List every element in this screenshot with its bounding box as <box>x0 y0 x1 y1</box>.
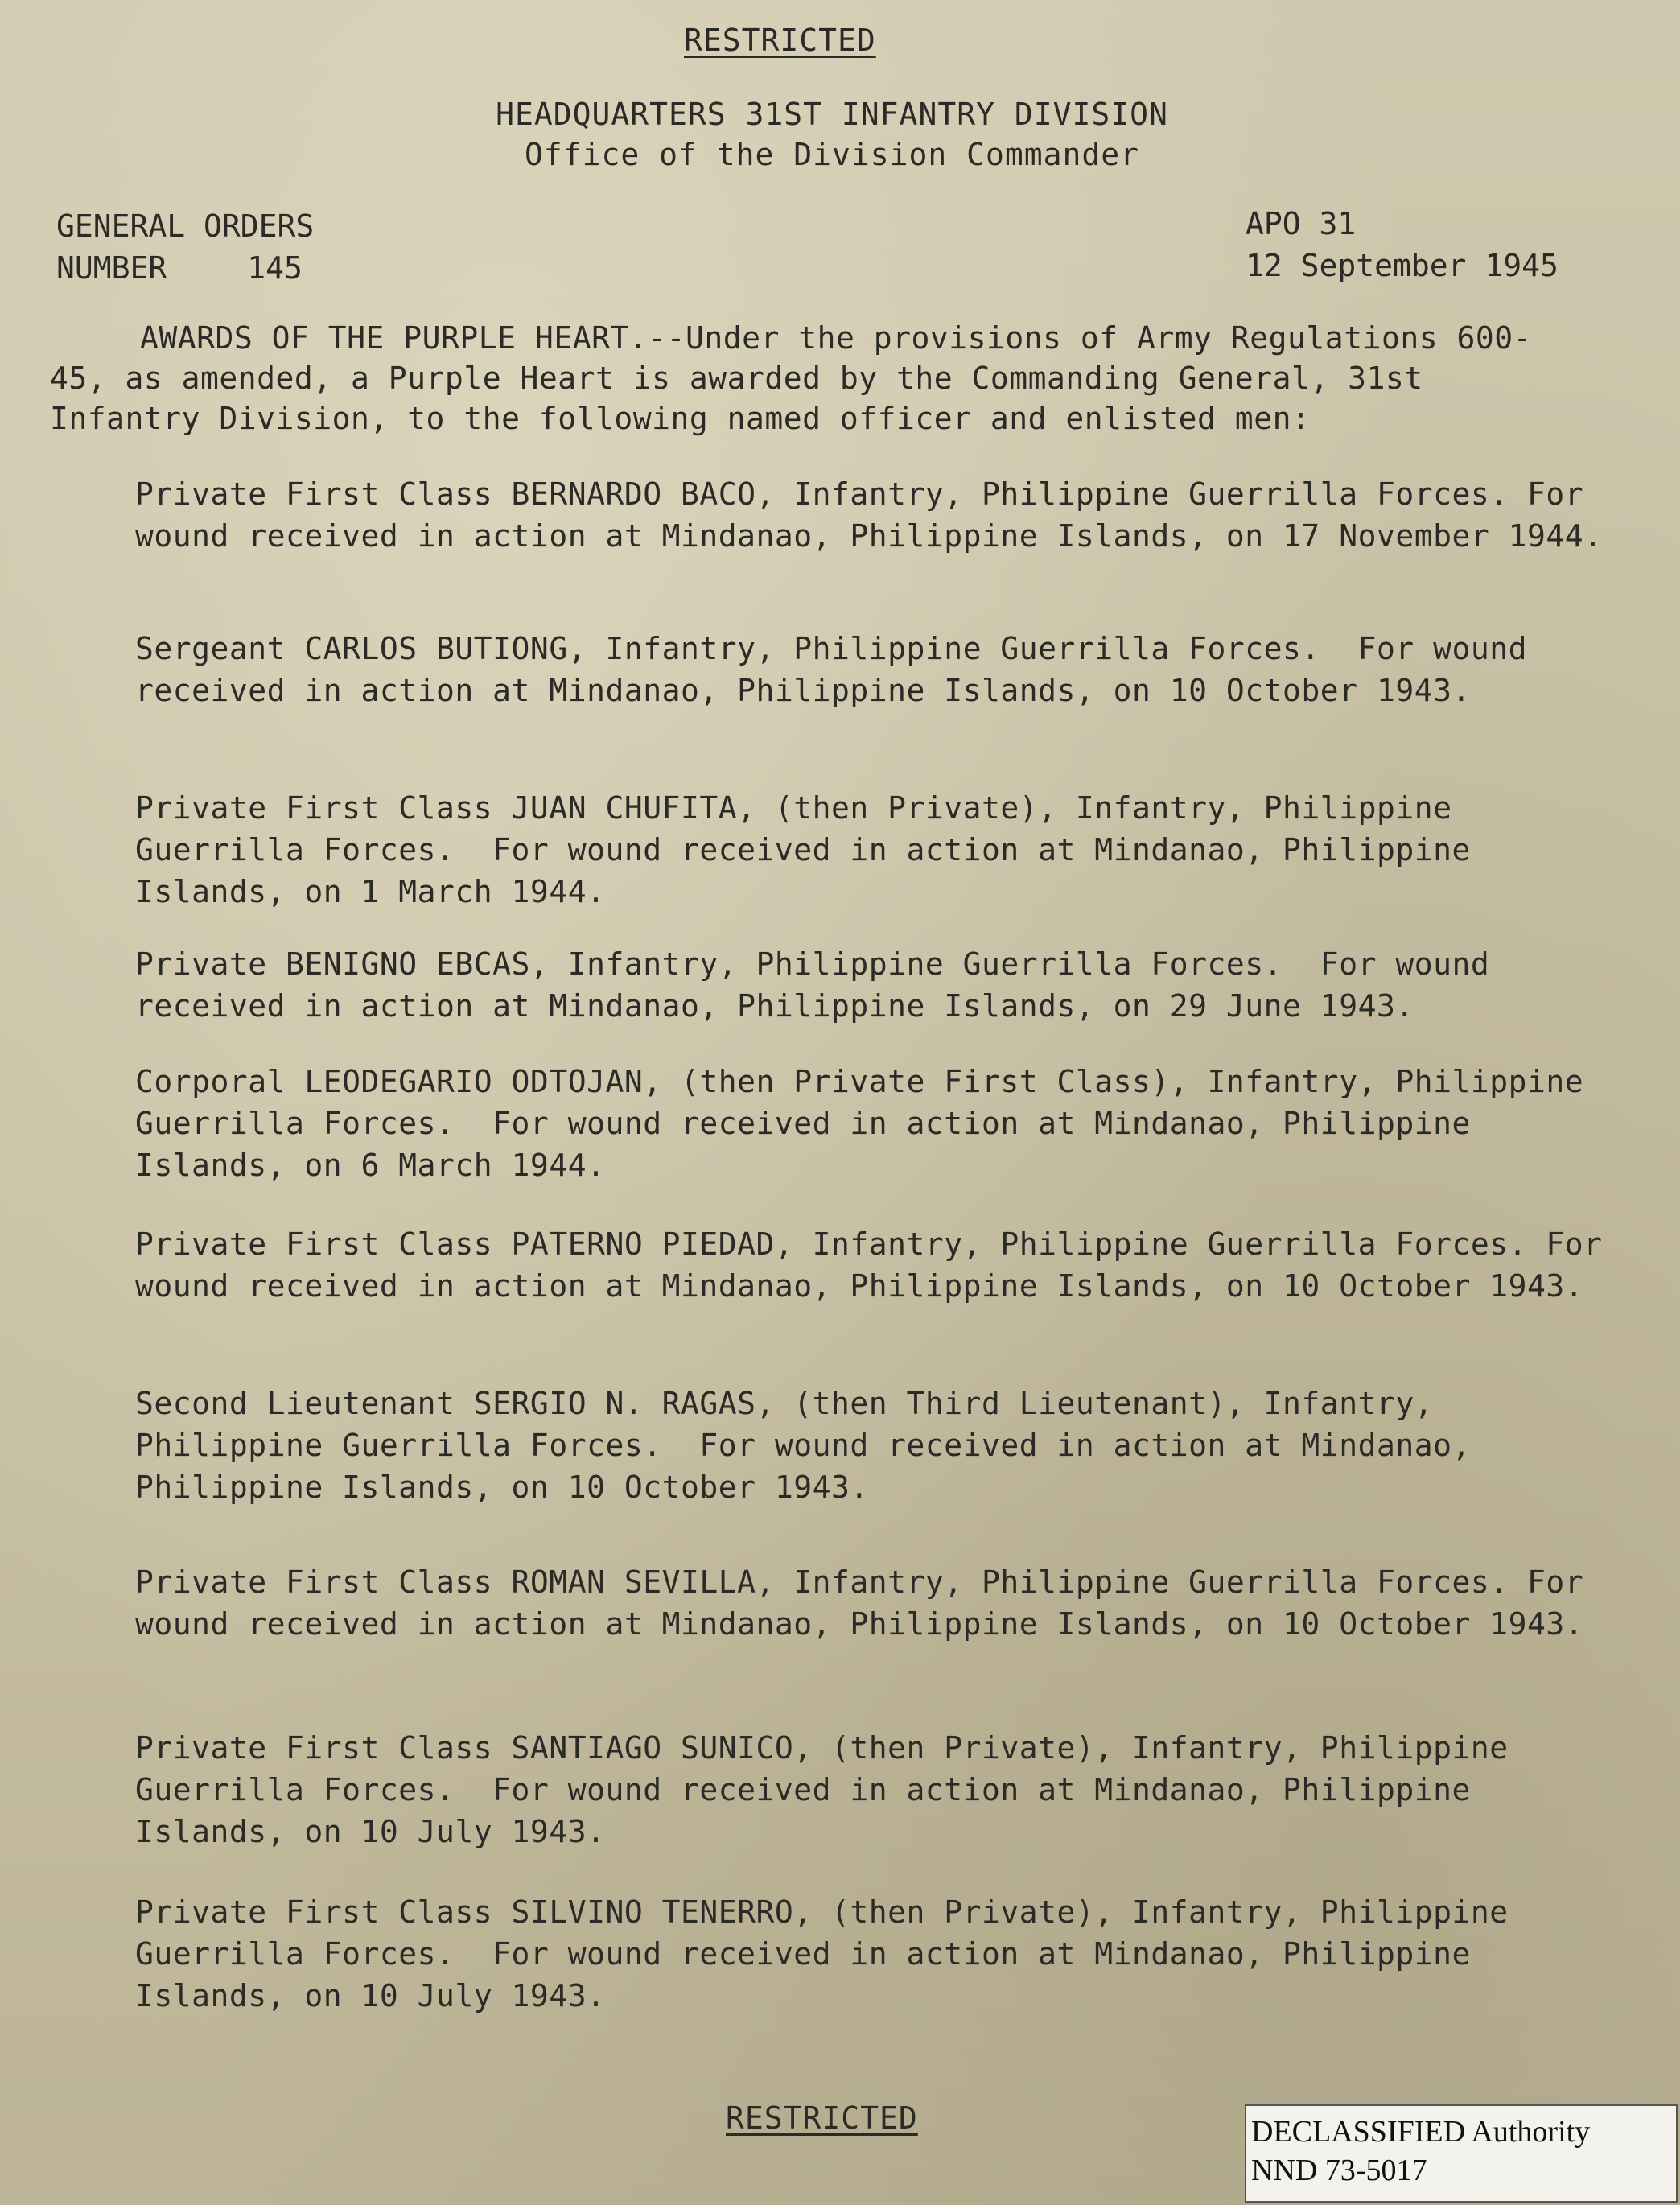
award-paragraph: Private First Class ROMAN SEVILLA, Infantry, Philippine Guerrilla Forces. For wound received in action at Mindanao, Philippine Islands, on 10 October 1943. <box>135 1564 1603 1642</box>
stamp-authority: DECLASSIFIED Authority <box>1251 2115 1591 2149</box>
general-orders-label: GENERAL ORDERS <box>56 208 315 244</box>
classification-bottom: RESTRICTED <box>726 2100 918 2136</box>
award-paragraph: Private First Class SILVINO TENERRO, (then Private), Infantry, Philippine Guerrilla Forces. For wound received in action at Mindanao, Philippine Islands, on 10 July 1943. <box>135 1894 1527 2013</box>
award-paragraph: Private First Class JUAN CHUFITA, (then Private), Infantry, Philippine Guerrilla Forces. For wound received in action at Mindanao, Philippine Islands, on 1 March 1944. <box>135 790 1490 909</box>
order-number-line <box>56 247 314 289</box>
apo-block <box>1246 203 1559 286</box>
headquarters-title: HEADQUARTERS 31ST INFANTRY DIVISION <box>496 97 1168 132</box>
award-paragraph: Sergeant CARLOS BUTIONG, Infantry, Philippine Guerrilla Forces. For wound received in action at Mindanao, Philippine Islands, on 10 October 1943. <box>135 631 1546 708</box>
award-paragraph: Private BENIGNO EBCAS, Infantry, Philippine Guerrilla Forces. For wound received in action at Mindanao, Philippine Islands, on 29 June 1943. <box>135 946 1509 1024</box>
order-number: 145 <box>247 250 303 286</box>
declassification-stamp <box>1245 2104 1678 2203</box>
number-label: NUMBER <box>56 250 167 286</box>
stamp-number: NND 73-5017 <box>1251 2153 1427 2187</box>
award-paragraph: Corporal LEODEGARIO ODTOJAN, (then Private First Class), Infantry, Philippine Guerrilla Forces. For wound received in action at Mindanao, Philippine Islands, on 6 March 1944. <box>135 1064 1603 1183</box>
award-paragraph: Private First Class PATERNO PIEDAD, Infantry, Philippine Guerrilla Forces. For wound received in action at Mindanao, Philippine Islands, on 10 October 1943. <box>135 1226 1621 1304</box>
office-line: Office of the Division Commander <box>524 137 1140 172</box>
award-paragraph: Private First Class BERNARDO BACO, Infantry, Philippine Guerrilla Forces. For wound received in action at Mindanao, Philippine Islands, on 17 November 1944. <box>135 476 1603 554</box>
award-paragraph: Private First Class SANTIAGO SUNICO, (then Private), Infantry, Philippine Guerrilla Forces. For wound received in action at Mindanao, Philippine Islands, on 10 July 1943. <box>135 1730 1527 1849</box>
order-date: 12 September 1945 <box>1246 248 1559 283</box>
general-orders-block <box>56 205 314 289</box>
apo-number: APO 31 <box>1246 206 1357 241</box>
award-paragraph: Second Lieutenant SERGIO N. RAGAS, (then Third Lieutenant), Infantry, Philippine Guerrilla Forces. For wound received in action at Mindanao, Philippine Islands, on 10 October 1943. <box>135 1386 1490 1505</box>
intro-paragraph: AWARDS OF THE PURPLE HEART.--Under the provisions of Army Regulations 600-45, as amended, a Purple Heart is awarded by the Commanding General, 31st Infantry Division, to the following named officer and enlisted men: <box>50 320 1532 436</box>
classification-top: RESTRICTED <box>684 23 876 58</box>
